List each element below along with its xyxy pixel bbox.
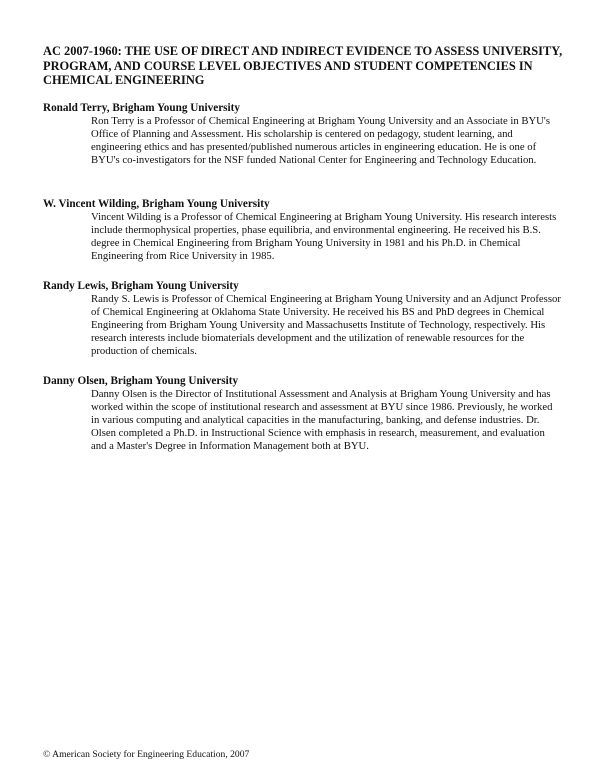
author-name: W. Vincent Wilding, Brigham Young University xyxy=(43,198,270,210)
author-description: Danny Olsen is the Director of Institutional Assessment and Analysis at Brigham Young University and has worked within the scope of institutional research and assessment at BYU since 1986. Previously, he worked in various computing and analytical capacities in the manufacturing, banking, and defense industries. Dr. Olsen completed a Ph.D. in Instructional Science with emphasis in research, measurement, and evaluation and a Master's Degree in Information Management both at BYU. xyxy=(91,388,553,452)
author-description: Randy S. Lewis is Professor of Chemical Engineering at Brigham Young University and an Adjunct Professor of Chemical Engineering at Oklahoma State University. He received his BS and PhD degrees in Chemical Engineering from Brigham Young University and Massachusetts Institute of Technology, respectively. His research interests include biomaterials development and the utilization of renewable resources for the production of chemicals. xyxy=(91,293,561,357)
author-bio-vincent-wilding xyxy=(43,198,563,263)
author-bio-ronald-terry xyxy=(43,102,563,167)
author-description: Ron Terry is a Professor of Chemical Engineering at Brigham Young University and an Associate in BYU's Office of Planning and Assessment. His scholarship is centered on pedagogy, student learning, and engineering ethics and has presented/published numerous articles in engineering education. He is one of BYU's co-investigators for the NSF funded National Center for Engineering and Technology Education. xyxy=(91,115,550,166)
copyright-footer: © American Society for Engineering Education, 2007 xyxy=(43,749,250,760)
author-name: Danny Olsen, Brigham Young University xyxy=(43,375,239,387)
author-name: Ronald Terry, Brigham Young University xyxy=(43,102,240,114)
author-bio-danny-olsen xyxy=(43,375,563,453)
author-name: Randy Lewis, Brigham Young University xyxy=(43,280,239,292)
document-title: AC 2007-1960: THE USE OF DIRECT AND INDIRECT EVIDENCE TO ASSESS UNIVERSITY, PROGRAM, AND COURSE LEVEL OBJECTIVES AND STUDENT COMPETENCIES IN CHEMICAL ENGINEERING xyxy=(43,44,563,87)
author-bio-randy-lewis xyxy=(43,280,563,358)
author-description: Vincent Wilding is a Professor of Chemical Engineering at Brigham Young University. His research interests include thermophysical properties, phase equilibria, and environmental engineering. He received his B.S. degree in Chemical Engineering from Brigham Young University in 1981 and his Ph.D. in Chemical Engineering from Rice University in 1985. xyxy=(91,211,557,262)
